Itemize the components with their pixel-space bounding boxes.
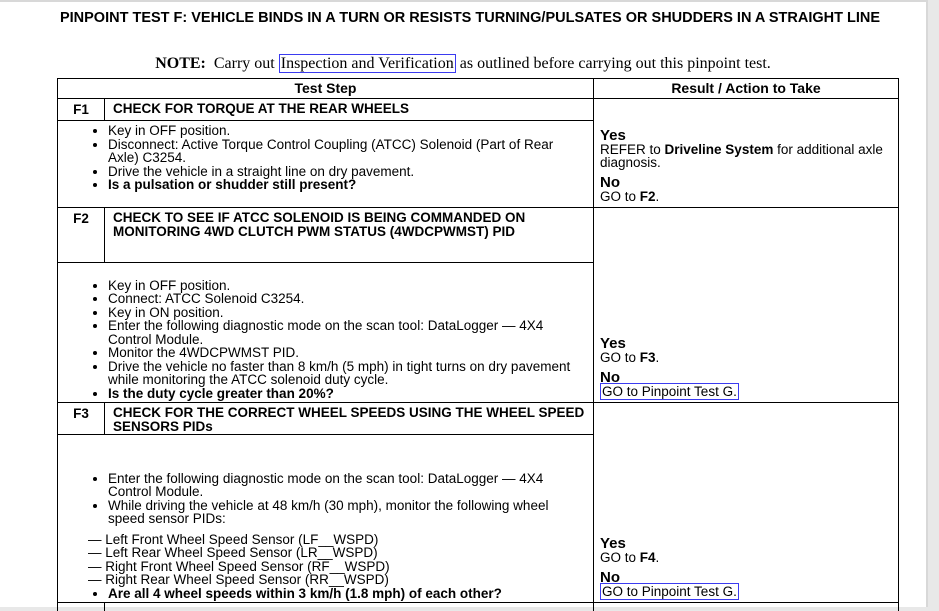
- header-result: Result / Action to Take: [594, 79, 899, 99]
- step-title-row: [58, 208, 899, 263]
- yes-label: Yes: [600, 336, 892, 351]
- step-body: [58, 121, 594, 208]
- inspection-verification-link[interactable]: Inspection and Verification: [279, 54, 456, 73]
- header-test-step: Test Step: [58, 79, 594, 99]
- yes-action: REFER to Driveline System for additional axle diagnosis.: [600, 143, 892, 170]
- step-item: • Monitor the 4WDCPWMST PID.: [108, 346, 585, 360]
- step-item: • Drive the vehicle in a straight line on dry pavement.: [108, 165, 585, 179]
- step-body: [58, 263, 594, 403]
- no-label: No: [600, 175, 892, 190]
- sublist-item: — Right Rear Wheel Speed Sensor (RR__WSPD): [88, 573, 585, 587]
- pinpoint-test-table: [57, 78, 899, 611]
- sublist-item: — Right Front Wheel Speed Sensor (RF__WSPD): [88, 560, 585, 574]
- note-text-end: as outlined before carrying out this pinpoint test.: [460, 55, 771, 72]
- yes-action: GO to F3.: [600, 351, 892, 365]
- sublist-item: — Left Front Wheel Speed Sensor (LF__WSPD): [88, 533, 585, 547]
- step-item: • Enter the following diagnostic mode on the scan tool: DataLogger — 4X4 Control Module.: [108, 319, 585, 346]
- step-question: • Is the duty cycle greater than 20%?: [108, 387, 585, 401]
- step-question: • Is a pulsation or shudder still present?: [108, 178, 585, 192]
- step-item: • Key in OFF position.: [108, 279, 585, 293]
- step-item: • Connect: ATCC Solenoid C3254.: [108, 292, 585, 306]
- driveline-system-ref: Driveline System: [665, 142, 774, 157]
- table-header: [58, 79, 899, 99]
- step-id: F2: [58, 208, 105, 263]
- step-id: F3: [58, 403, 105, 435]
- yes-label: Yes: [600, 536, 892, 551]
- step-result: [594, 208, 899, 403]
- step-result: [594, 403, 899, 603]
- note-label: NOTE:: [155, 55, 206, 72]
- step-title: CHECK TO SEE IF ATCC SOLENOID IS BEING COMMANDED ON MONITORING 4WD CLUTCH PWM STATUS (4WDCPWMST) PID: [105, 208, 594, 263]
- step-item: • Key in OFF position.: [108, 124, 585, 138]
- step-item: • Disconnect: Active Torque Control Coupling (ATCC) Solenoid (Part of Rear Axle) C3254.: [108, 138, 585, 165]
- step-title-row: [58, 99, 899, 121]
- step-item: • Key in ON position.: [108, 306, 585, 320]
- step-body: [58, 435, 594, 603]
- next-row: [58, 603, 899, 611]
- step-item: • Drive the vehicle no faster than 8 km/h (5 mph) in tight turns on dry pavement while monitoring the ATCC solenoid duty cycle.: [108, 360, 585, 387]
- step-item: • Enter the following diagnostic mode on the scan tool: DataLogger — 4X4 Control Module.: [108, 472, 585, 499]
- no-label: No: [600, 570, 892, 585]
- step-id: F1: [58, 99, 105, 121]
- step-title-row: [58, 403, 899, 435]
- step-question: • Are all 4 wheel speeds within 3 km/h (1.8 mph) of each other?: [108, 587, 585, 601]
- step-title: CHECK FOR TORQUE AT THE REAR WHEELS: [105, 99, 594, 121]
- pinpoint-test-g-link[interactable]: GO to Pinpoint Test G.: [600, 583, 739, 600]
- yes-action: GO to F4.: [600, 551, 892, 565]
- page-title: PINPOINT TEST F: VEHICLE BINDS IN A TURN OR RESISTS TURNING/PULSATES OR SHUDDERS IN A STRAIGHT LINE: [20, 11, 920, 26]
- no-label: No: [600, 370, 892, 385]
- yes-label: Yes: [600, 128, 892, 143]
- no-action: GO to F2.: [600, 190, 892, 204]
- step-title: CHECK FOR THE CORRECT WHEEL SPEEDS USING THE WHEEL SPEED SENSORS PIDs: [105, 403, 594, 435]
- step-item: • While driving the vehicle at 48 km/h (30 mph), monitor the following wheel speed sensor PIDs:: [108, 499, 585, 526]
- pinpoint-test-g-link[interactable]: GO to Pinpoint Test G.: [600, 383, 739, 400]
- sublist-item: — Left Rear Wheel Speed Sensor (LR__WSPD): [88, 546, 585, 560]
- step-result: [594, 99, 899, 208]
- note: [0, 55, 926, 73]
- note-text: Carry out: [214, 55, 275, 72]
